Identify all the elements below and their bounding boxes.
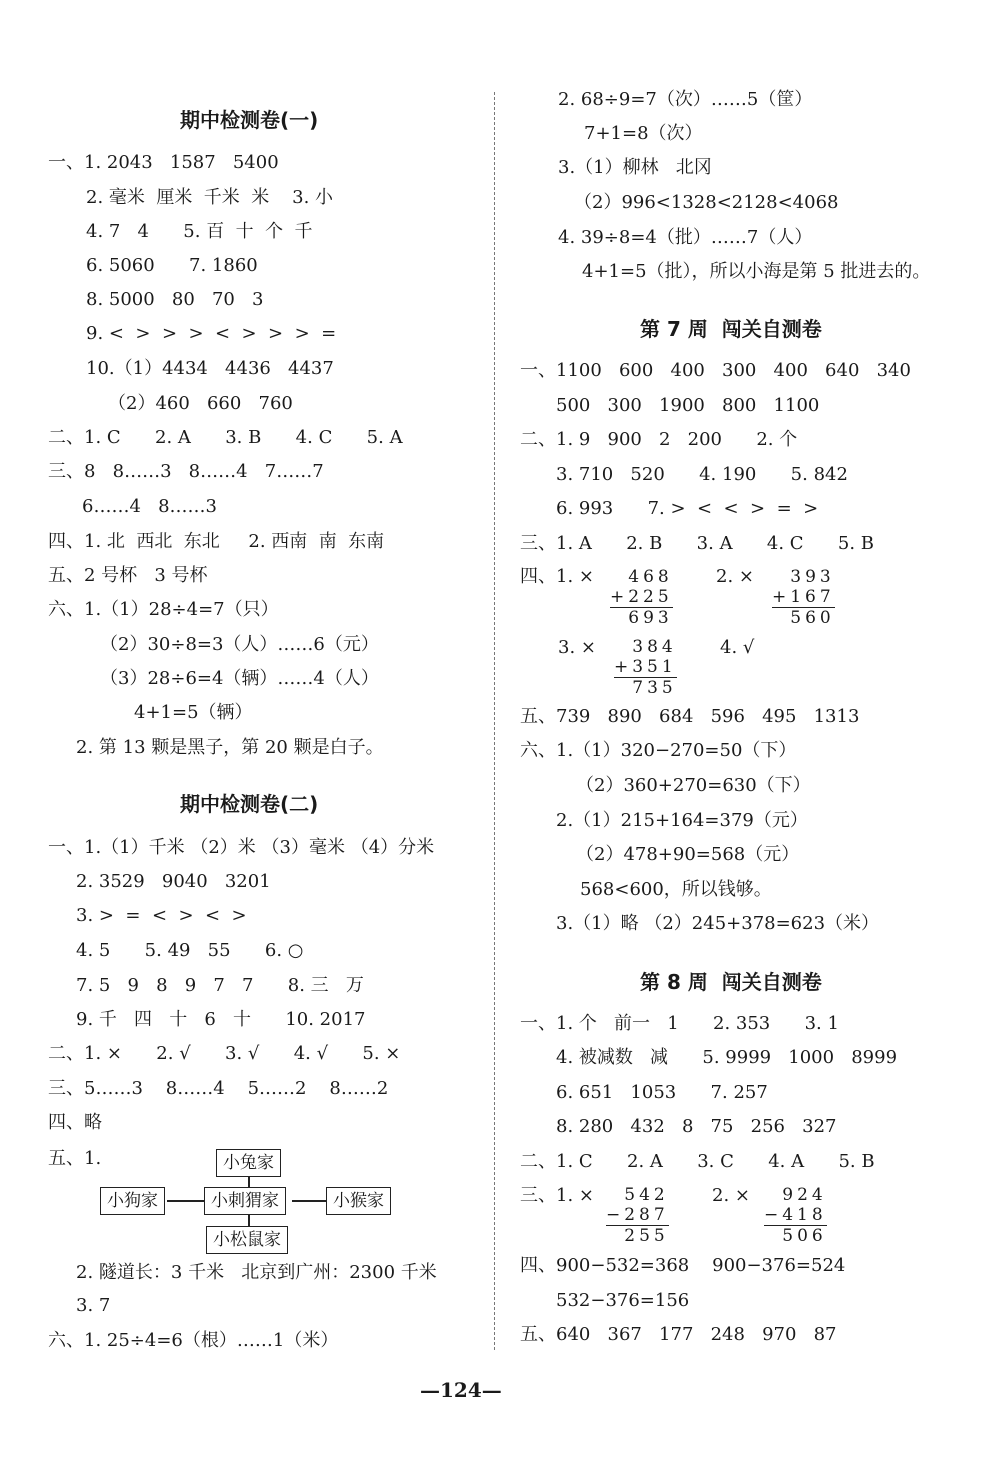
answer-line: （3）28÷6=4（辆）……4（人）: [100, 668, 379, 689]
answer-line: 六、1.（1）320−270=50（下）: [520, 740, 797, 761]
answer-line: 四、1. 北 西北 东北 2. 西南 南 东南: [48, 531, 385, 552]
answer-line: 9. 千 四 十 6 十 10. 2017: [76, 1009, 366, 1030]
section-title-midterm-2: 期中检测卷(二): [180, 792, 319, 816]
answer-line: 2. 隧道长：3 千米 北京到广州：2300 千米: [76, 1262, 437, 1283]
answer-line: 一、1. 个 前一 1 2. 353 3. 1: [520, 1013, 839, 1034]
answer-line: 一、1.（1）千米 （2）米 （3）毫米 （4）分米: [48, 837, 435, 858]
answer-line: 二、1. C 2. A 3. B 4. C 5. A: [48, 427, 403, 448]
answer-line: 二、1. × 2. √ 3. √ 4. √ 5. ×: [48, 1043, 401, 1064]
answer-line: 一、1. 2043 1587 5400: [48, 152, 279, 173]
answer-line: 二、1. C 2. A 3. C 4. A 5. B: [520, 1151, 875, 1172]
answer-line: （2）478+90=568（元）: [576, 844, 800, 865]
answer-line: 三、1. ×: [520, 1185, 594, 1206]
vertical-calc: 384 +351 735: [614, 637, 677, 698]
map-connector: [167, 1200, 204, 1202]
answer-line: 四、1. ×: [520, 566, 594, 587]
answer-line: 6. 651 1053 7. 257: [556, 1082, 768, 1103]
answer-line: 8. 5000 80 70 3: [86, 289, 264, 310]
answer-line: 五、1.: [48, 1148, 102, 1169]
answer-line: 2. 第 13 颗是黑子，第 20 颗是白子。: [76, 737, 384, 758]
answer-line: 四、900−532=368 900−376=524: [520, 1255, 846, 1276]
section-title-week-7: 第 7 周 闯关自测卷: [640, 317, 822, 341]
answer-line: 五、739 890 684 596 495 1313: [520, 706, 860, 727]
vertical-calc: 393 +167 560: [772, 567, 835, 628]
page-number: —124—: [420, 1378, 502, 1402]
answer-line: 五、2 号杯 3 号杯: [48, 565, 208, 586]
answer-line: 六、1.（1）28÷4=7（只）: [48, 599, 279, 620]
answer-line: 3. 710 520 4. 190 5. 842: [556, 464, 848, 485]
answer-line: 4. √: [720, 637, 755, 658]
vertical-calc: 924 −418 506: [764, 1185, 827, 1246]
answer-line: 2.（1）215+164=379（元）: [556, 810, 808, 831]
answer-line: 4+1=5（辆）: [134, 702, 253, 723]
map-node-dog-home: 小狗家: [100, 1187, 165, 1215]
answer-line: 6……4 8……3: [82, 496, 217, 517]
vertical-calc: 542 −287 255: [606, 1185, 669, 1246]
answer-line: 2. 毫米 厘米 千米 米 3. 小: [86, 187, 334, 208]
map-connector: [248, 1177, 250, 1187]
answer-line: 8. 280 432 8 75 256 327: [556, 1116, 837, 1137]
answer-line: 三、5……3 8……4 5……2 8……2: [48, 1078, 389, 1099]
answer-line: 3. > = < > < >: [76, 905, 247, 926]
map-node-rabbit-home: 小兔家: [216, 1149, 281, 1177]
answer-line: 六、1. 25÷4=6（根）……1（米）: [48, 1330, 339, 1351]
map-node-hedgehog-home: 小刺猬家: [204, 1187, 286, 1215]
answer-line: 10.（1）4434 4436 4437: [86, 358, 334, 379]
answer-line: 4. 5 5. 49 55 6. ○: [76, 940, 304, 961]
answer-line: 三、8 8……3 8……4 7……7: [48, 461, 324, 482]
answer-line: 五、640 367 177 248 970 87: [520, 1324, 837, 1345]
answer-line: 2. ×: [712, 1185, 750, 1206]
answer-line: 532−376=156: [556, 1290, 690, 1311]
answer-line: 二、1. 9 900 2 200 2. 个: [520, 429, 798, 450]
section-title-midterm-1: 期中检测卷(一): [180, 108, 319, 132]
answer-line: 3.（1）柳林 北冈: [558, 157, 712, 178]
map-node-monkey-home: 小猴家: [326, 1187, 391, 1215]
answer-line: 2. 68÷9=7（次）……5（筐）: [558, 89, 813, 110]
answer-line: 三、1. A 2. B 3. A 4. C 5. B: [520, 533, 875, 554]
answer-line: 500 300 1900 800 1100: [556, 395, 820, 416]
answer-line: （2）996<1328<2128<4068: [574, 192, 839, 213]
answer-line: 568<600，所以钱够。: [580, 879, 772, 900]
answer-line: （2）460 660 760: [108, 393, 293, 414]
map-connector: [248, 1215, 250, 1226]
answer-line: 2. ×: [716, 566, 754, 587]
answer-line: 7. 5 9 8 9 7 7 8. 三 万: [76, 975, 364, 996]
answer-line: 4. 被减数 减 5. 9999 1000 8999: [556, 1047, 898, 1068]
section-title-week-8: 第 8 周 闯关自测卷: [640, 970, 822, 994]
answer-line: 3. 7: [76, 1295, 111, 1316]
answer-line: （2）30÷8=3（人）……6（元）: [100, 634, 379, 655]
answer-line: 6. 993 7. > < < > = >: [556, 498, 819, 519]
vertical-calc: 468 +225 693: [610, 567, 673, 628]
map-connector: [292, 1200, 326, 1202]
answer-line: 3. ×: [558, 637, 596, 658]
answer-line: 四、略: [48, 1112, 102, 1133]
answer-line: 4+1=5（批），所以小海是第 5 批进去的。: [582, 261, 931, 282]
column-divider: [494, 92, 495, 1350]
answer-line: 4. 7 4 5. 百 十 个 千: [86, 221, 313, 242]
answer-line: 6. 5060 7. 1860: [86, 255, 258, 276]
answer-line: 3.（1）略 （2）245+378=623（米）: [556, 913, 880, 934]
answer-line: （2）360+270=630（下）: [576, 775, 811, 796]
answer-line: 7+1=8（次）: [584, 123, 703, 144]
answer-line: 4. 39÷8=4（批）……7（人）: [558, 227, 813, 248]
answer-line: 9. < > > > < > > > =: [86, 323, 337, 344]
map-node-squirrel-home: 小松鼠家: [206, 1226, 288, 1254]
answer-line: 一、1100 600 400 300 400 640 340: [520, 360, 911, 381]
answer-line: 2. 3529 9040 3201: [76, 871, 271, 892]
